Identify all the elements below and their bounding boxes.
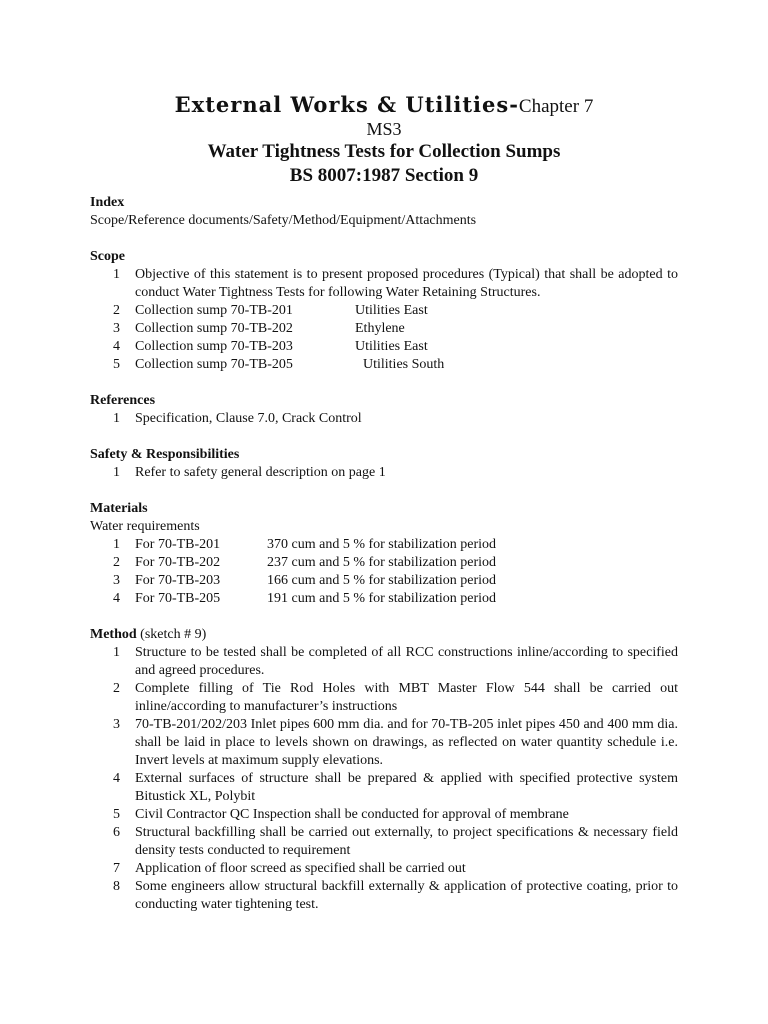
item-number: 2 [113, 303, 120, 318]
item-number: 7 [113, 861, 120, 876]
title-text: External Works & Utilities- [174, 92, 519, 117]
item-number: 1 [113, 411, 120, 426]
sump-name: Collection sump 70-TB-201 [135, 303, 293, 318]
item-number: 1 [113, 465, 120, 480]
item-number: 5 [113, 357, 120, 372]
tank-label: For 70-TB-202 [135, 555, 221, 570]
safety-heading: Safety & Responsibilities [90, 447, 240, 462]
item-number: 2 [113, 555, 120, 570]
list-item [90, 644, 678, 680]
list-item [90, 536, 678, 554]
item-number: 4 [113, 771, 120, 786]
item-text: Structure to be tested shall be completed of all RCC constructions inline/according to specified and agreed procedures. [135, 645, 678, 678]
ms-code: MS3 [366, 119, 402, 139]
list-item [90, 464, 678, 482]
item-number: 2 [113, 681, 120, 696]
chapter-label: Chapter 7 [518, 96, 594, 117]
sump-area: Utilities South [363, 357, 445, 372]
item-text: External surfaces of structure shall be prepared & applied with specified protective system Bitustick XL, Polybit [135, 771, 678, 804]
water-requirements-label: Water requirements [90, 519, 200, 534]
list-item [90, 590, 678, 608]
list-item [90, 410, 678, 428]
list-item [90, 680, 678, 716]
list-item [90, 806, 678, 824]
tank-label: For 70-TB-201 [135, 537, 221, 552]
list-item [90, 770, 678, 806]
item-number: 4 [113, 339, 120, 354]
sump-area: Utilities East [355, 339, 428, 354]
sump-name: Collection sump 70-TB-203 [135, 339, 293, 354]
item-text: Civil Contractor QC Inspection shall be conducted for approval of membrane [135, 807, 569, 822]
water-quantity: 191 cum and 5 % for stabilization period [267, 591, 496, 606]
document-page [90, 92, 678, 914]
item-text: Objective of this statement is to present proposed procedures (Typical) that shall be adopted to conduct Water Tightness Tests for following Water Retaining Structures. [135, 267, 678, 300]
method-heading-line [90, 626, 678, 644]
sump-area: Ethylene [355, 321, 405, 336]
method-heading: Method [90, 627, 137, 642]
item-text: Refer to safety general description on page 1 [135, 465, 386, 480]
list-item [90, 338, 678, 356]
materials-heading: Materials [90, 501, 148, 516]
item-number: 6 [113, 825, 120, 840]
index-heading: Index [90, 195, 125, 210]
references-heading: References [90, 393, 156, 408]
list-item [90, 320, 678, 338]
method-sketch-note: (sketch # 9) [140, 627, 207, 642]
tank-label: For 70-TB-203 [135, 573, 221, 588]
list-item [90, 356, 678, 374]
tank-label: For 70-TB-205 [135, 591, 221, 606]
list-item [90, 554, 678, 572]
item-text: Some engineers allow structural backfill externally & application of protective coating, prior to conducting water tightening test. [135, 879, 678, 912]
list-item [90, 266, 678, 302]
sump-area: Utilities East [355, 303, 428, 318]
item-number: 3 [113, 717, 120, 732]
item-number: 3 [113, 321, 120, 336]
water-quantity: 166 cum and 5 % for stabilization period [267, 573, 496, 588]
item-text: Specification, Clause 7.0, Crack Control [135, 411, 362, 426]
item-text: Complete filling of Tie Rod Holes with MBT Master Flow 544 shall be carried out inline/according to manufacturer’s instructions [135, 681, 678, 714]
list-item [90, 860, 678, 878]
item-number: 8 [113, 879, 120, 894]
list-item [90, 572, 678, 590]
index-text: Scope/Reference documents/Safety/Method/Equipment/Attachments [90, 213, 477, 228]
item-number: 1 [113, 267, 120, 282]
list-item [90, 302, 678, 320]
list-item [90, 716, 678, 770]
item-number: 5 [113, 807, 120, 822]
item-number: 1 [113, 537, 120, 552]
document-title [90, 92, 678, 118]
item-text: Application of floor screed as specified shall be carried out [135, 861, 466, 876]
item-text: 70-TB-201/202/203 Inlet pipes 600 mm dia. and for 70-TB-205 inlet pipes 450 and 400 mm dia. shall be laid in place to levels shown on drawings, as reflected on water quantity schedule i.e. Invert levels at maximum supply elevations. [135, 717, 678, 768]
item-number: 4 [113, 591, 120, 606]
scope-heading: Scope [90, 249, 125, 264]
water-quantity: 370 cum and 5 % for stabilization period [267, 537, 496, 552]
item-text: Structural backfilling shall be carried out externally, to project specifications & necessary field density tests conducted to requirement [135, 825, 678, 858]
list-item [90, 878, 678, 914]
item-number: 1 [113, 645, 120, 660]
item-number: 3 [113, 573, 120, 588]
standard-reference: BS 8007:1987 Section 9 [289, 165, 479, 186]
water-quantity: 237 cum and 5 % for stabilization period [267, 555, 496, 570]
sump-name: Collection sump 70-TB-202 [135, 321, 293, 336]
document-subtitle: Water Tightness Tests for Collection Sumps [207, 141, 561, 162]
list-item [90, 824, 678, 860]
sump-name: Collection sump 70-TB-205 [135, 357, 293, 372]
